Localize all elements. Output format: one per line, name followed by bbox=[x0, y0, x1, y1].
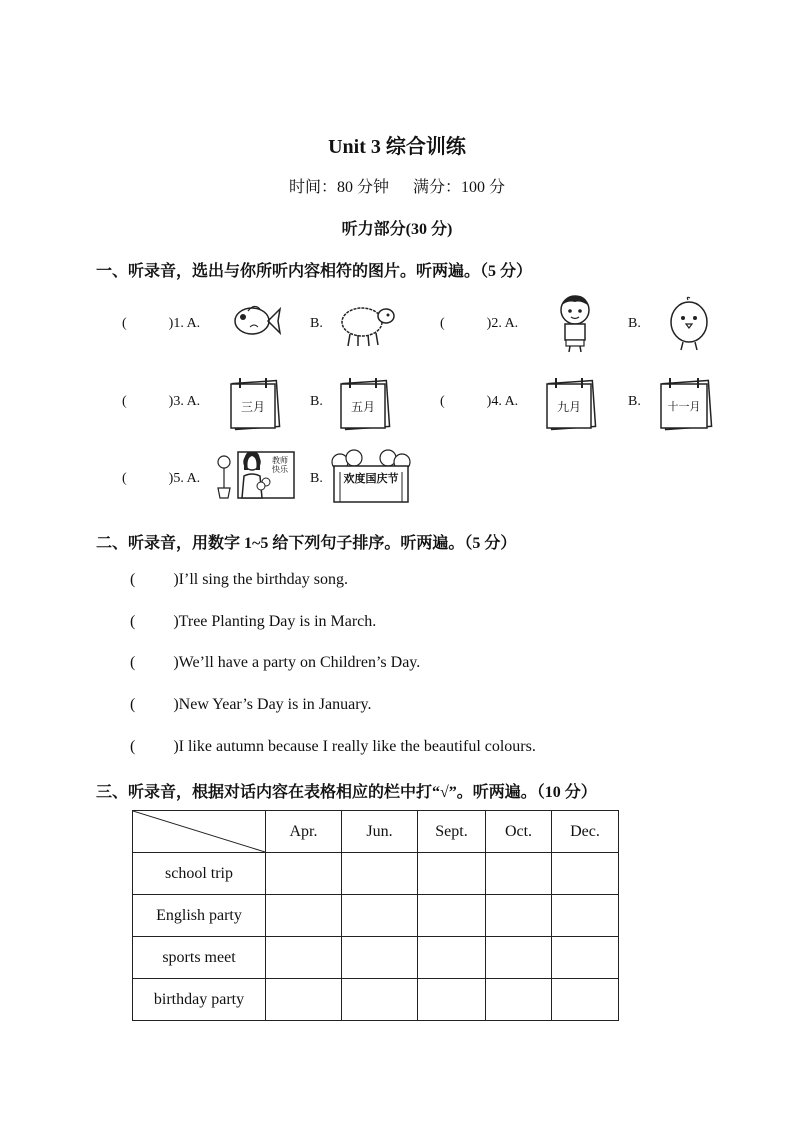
check-cell[interactable] bbox=[552, 937, 619, 979]
check-cell[interactable] bbox=[418, 979, 486, 1021]
time-info: 时间：80 分钟 bbox=[288, 179, 389, 196]
check-cell[interactable] bbox=[266, 853, 342, 895]
q5-option-b: B. bbox=[310, 471, 323, 486]
sentence-item: ( )We’ll have a party on Children’s Day. bbox=[130, 654, 421, 671]
sheep-icon bbox=[336, 298, 396, 348]
check-cell[interactable] bbox=[418, 937, 486, 979]
part-title: 听力部分(30 分) bbox=[341, 221, 453, 238]
calendar-icon bbox=[658, 374, 716, 432]
boy-icon bbox=[553, 292, 597, 354]
table-row bbox=[133, 937, 619, 979]
sentence-text: I’ll sing the birthday song. bbox=[178, 571, 348, 588]
row-header: English party bbox=[133, 895, 266, 937]
column-header: Dec. bbox=[552, 811, 619, 853]
calendar-month-label: 三月 bbox=[240, 400, 265, 414]
calendar-icon bbox=[544, 374, 600, 432]
question-2: ( )2. A. bbox=[440, 316, 519, 331]
check-cell[interactable] bbox=[342, 853, 418, 895]
column-header: Jun. bbox=[342, 811, 418, 853]
checklist-table bbox=[132, 810, 619, 1021]
exam-info bbox=[0, 174, 794, 197]
check-cell[interactable] bbox=[552, 895, 619, 937]
section1-heading: 一、听录音，选出与你所听内容相符的图片。听两遍。（5 分） bbox=[96, 263, 533, 280]
table-row bbox=[133, 853, 619, 895]
check-cell[interactable] bbox=[342, 937, 418, 979]
sentence-item: ( )I’ll sing the birthday song. bbox=[130, 571, 348, 588]
check-cell[interactable] bbox=[266, 895, 342, 937]
banner-text: 欢度国庆节 bbox=[343, 472, 399, 485]
sentence-item: ( )New Year’s Day is in January. bbox=[130, 696, 372, 713]
check-cell[interactable] bbox=[266, 937, 342, 979]
question-3: ( )3. A. bbox=[122, 394, 201, 409]
page-title: Unit 3 综合训练 bbox=[328, 136, 466, 158]
check-cell[interactable] bbox=[418, 895, 486, 937]
table-row bbox=[133, 979, 619, 1021]
q2-number: 2. A. bbox=[491, 316, 519, 331]
diagonal-corner-cell bbox=[133, 811, 266, 853]
table-header-row bbox=[133, 811, 619, 853]
sentence-text: Tree Planting Day is in March. bbox=[178, 613, 377, 630]
check-cell[interactable] bbox=[486, 853, 552, 895]
q3-option-b: B. bbox=[310, 394, 323, 409]
check-cell[interactable] bbox=[552, 979, 619, 1021]
fish-icon bbox=[230, 297, 282, 345]
calendar-month-label: 五月 bbox=[350, 400, 375, 414]
row-header: school trip bbox=[133, 853, 266, 895]
sentence-text: We’ll have a party on Children’s Day. bbox=[178, 654, 421, 671]
column-header: Oct. bbox=[486, 811, 552, 853]
check-cell[interactable] bbox=[486, 979, 552, 1021]
q3-number: 3. A. bbox=[173, 394, 201, 409]
row-header: sports meet bbox=[133, 937, 266, 979]
check-cell[interactable] bbox=[486, 895, 552, 937]
check-cell[interactable] bbox=[342, 895, 418, 937]
chick-icon bbox=[666, 296, 712, 352]
sign-text: 教师快乐 bbox=[272, 456, 288, 474]
q1-number: 1. A. bbox=[173, 316, 201, 331]
q4-option-b: B. bbox=[628, 394, 641, 409]
national-day-picture bbox=[330, 448, 412, 506]
score-info: 满分：100 分 bbox=[413, 179, 506, 196]
q5-number: 5. A. bbox=[173, 471, 201, 486]
question-1: ( )1. A. bbox=[122, 316, 201, 331]
sentence-text: New Year’s Day is in January. bbox=[178, 696, 372, 713]
check-cell[interactable] bbox=[552, 853, 619, 895]
calendar-month-label: 九月 bbox=[556, 400, 581, 414]
section2-heading: 二、听录音，用数字 1~5 给下列句子排序。听两遍。（5 分） bbox=[96, 535, 517, 552]
q1-option-b: B. bbox=[310, 316, 323, 331]
q2-option-b: B. bbox=[628, 316, 641, 331]
column-header: Apr. bbox=[266, 811, 342, 853]
calendar-month-label: 十一月 bbox=[667, 400, 701, 413]
sentence-item: ( )I like autumn because I really like the beautiful colours. bbox=[130, 738, 536, 755]
column-header: Sept. bbox=[418, 811, 486, 853]
row-header: birthday party bbox=[133, 979, 266, 1021]
check-cell[interactable] bbox=[418, 853, 486, 895]
check-cell[interactable] bbox=[266, 979, 342, 1021]
check-cell[interactable] bbox=[486, 937, 552, 979]
sentence-item: ( )Tree Planting Day is in March. bbox=[130, 613, 377, 630]
sentence-text: I like autumn because I really like the beautiful colours. bbox=[178, 738, 536, 755]
section3-heading: 三、听录音，根据对话内容在表格相应的栏中打“√”。听两遍。（10 分） bbox=[96, 784, 597, 801]
teacher-day-picture bbox=[216, 448, 296, 504]
check-cell[interactable] bbox=[342, 979, 418, 1021]
question-4: ( )4. A. bbox=[440, 394, 519, 409]
calendar-icon bbox=[228, 374, 284, 432]
question-5: ( )5. A. bbox=[122, 471, 201, 486]
table-row bbox=[133, 895, 619, 937]
calendar-icon bbox=[338, 374, 394, 432]
q4-number: 4. A. bbox=[491, 394, 519, 409]
